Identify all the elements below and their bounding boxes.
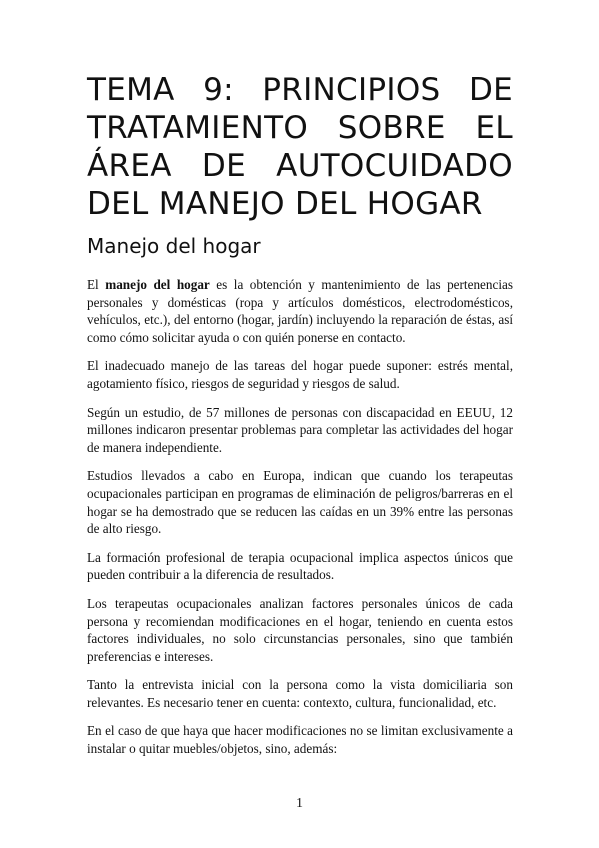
paragraph-1 bbox=[87, 276, 513, 346]
paragraph-3: Según un estudio, de 57 millones de personas con discapacidad en EEUU, 12 millones indicaron presentar problemas para completar las actividades del hogar de manera independiente. bbox=[87, 404, 513, 455]
paragraph-4: Estudios llevados a cabo en Europa, indican que cuando los terapeutas ocupacionales participan en programas de eliminación de peligros/barreras en el hogar se ha demostrado que se reducen las caídas en un 39% entre las personas de alto riesgo. bbox=[87, 468, 513, 537]
paragraph-7: Tanto la entrevista inicial con la persona como la vista domiciliaria son relevantes. Es necesario tener en cuenta: contexto, cultura, funcionalidad, etc. bbox=[87, 677, 513, 710]
paragraph-2: El inadecuado manejo de las tareas del hogar puede suponer: estrés mental, agotamiento físico, riesgos de seguridad y riesgos de salud. bbox=[87, 358, 513, 391]
page-number: 1 bbox=[296, 796, 303, 811]
paragraph-1-rest: es la obtención y mantenimiento de las pertenencias personales y domésticas (ropa y artículos domésticos, electrodomésticos, vehículos, etc.), del entorno (hogar, jardín) incluyendo la reparación de éstas, así como cómo solicitar ayuda o con quién ponerse en contacto. bbox=[87, 277, 513, 345]
paragraph-1-lead: El bbox=[87, 277, 106, 292]
paragraph-8: En el caso de que haya que hacer modificaciones no se limitan exclusivamente a instalar o quitar muebles/objetos, sino, además: bbox=[87, 723, 513, 757]
paragraph-5: La formación profesional de terapia ocupacional implica aspectos únicos que pueden contribuir a la diferencia de resultados. bbox=[87, 549, 513, 583]
page-title: TEMA 9: PRINCIPIOS DE TRATAMIENTO SOBRE EL ÁREA DE AUTOCUIDADO DEL MANEJO DEL HOGAR bbox=[87, 72, 513, 222]
section-heading: Manejo del hogar bbox=[87, 234, 261, 258]
paragraph-6: Los terapeutas ocupacionales analizan factores personales únicos de cada persona y recomiendan modificaciones en el hogar, teniendo en cuenta estos factores individuales, no solo circunstancias personales, sino que también preferencias e intereses. bbox=[87, 595, 513, 664]
paragraph-1-bold-term: manejo del hogar bbox=[105, 277, 210, 292]
body-text bbox=[87, 276, 513, 769]
